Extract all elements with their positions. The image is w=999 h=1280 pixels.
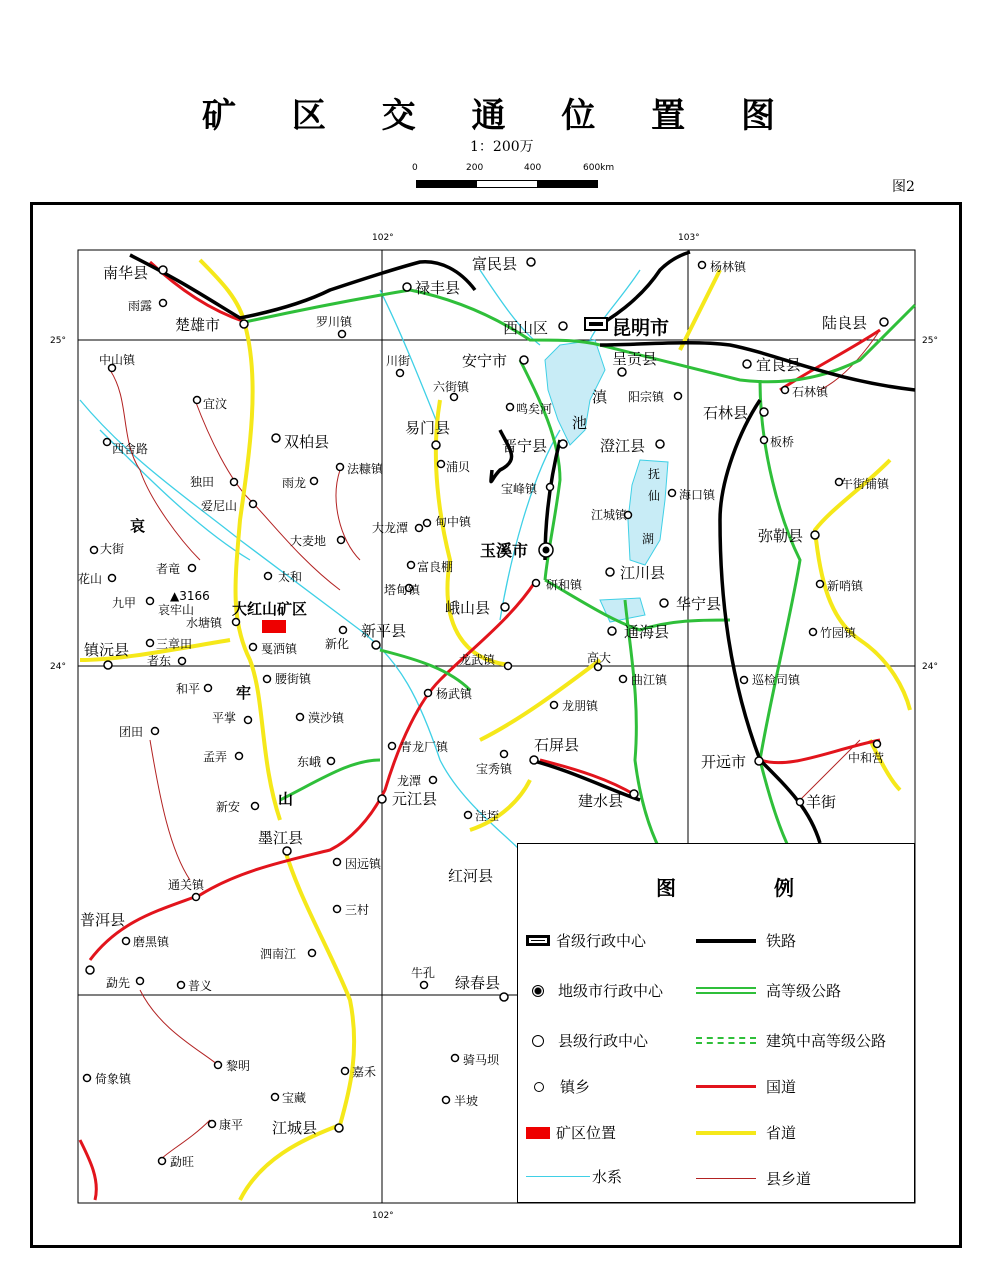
legend-town-label: 镇乡 (560, 1078, 591, 1096)
label-lao: 牢 (236, 684, 252, 702)
label-yixiang: 倚象镇 (95, 1072, 132, 1086)
label-luliang: 陆良县 (822, 314, 868, 332)
legend-water-symbol (526, 1176, 590, 1177)
label-fuliangpeng: 富良棚 (417, 560, 454, 574)
legend-highway (696, 980, 841, 1001)
label-qujiang: 曲江镇 (631, 673, 668, 687)
label-zhendong: 者东 (147, 654, 172, 668)
scale-ratio: 1：200万 (470, 139, 534, 155)
legend-highway-bld-label: 建筑中高等级公路 (766, 1032, 887, 1050)
legend-water-label: 水系 (592, 1168, 623, 1186)
label-yulong: 雨龙 (282, 476, 307, 490)
label-damaidi: 大麦地 (290, 534, 327, 548)
label-hu: 湖 (642, 532, 655, 546)
label-huaning: 华宁县 (676, 595, 722, 613)
label-baofeng: 宝峰镇 (501, 482, 538, 496)
legend-national-symbol (696, 1085, 756, 1088)
label-shuangbai: 双柏县 (284, 433, 330, 451)
label-sancun: 三村 (345, 903, 370, 917)
label-yulu: 雨露 (128, 299, 153, 313)
label-xishan: 西山区 (503, 319, 549, 337)
legend-highway-label: 高等级公路 (766, 982, 842, 1000)
label-yangwu: 杨武镇 (436, 687, 473, 701)
legend-rail-symbol (696, 939, 756, 943)
label-mile: 弥勒县 (758, 527, 804, 545)
label-longtan: 龙潭 (397, 774, 422, 788)
label-xishelu: 西舍路 (112, 442, 149, 456)
label-xinping: 新平县 (361, 622, 407, 640)
label-ailaoshan: 哀牢山 (158, 603, 195, 617)
scale-tick-200: 200 (466, 163, 484, 173)
label-mojiang: 墨江县 (258, 829, 304, 847)
label-jiahe: 嘉禾 (352, 1065, 377, 1079)
legend-title-1: 图 (656, 876, 676, 900)
label-anning: 安宁市 (462, 352, 508, 370)
label-baoxiu: 宝秀镇 (476, 762, 513, 776)
label-haikou: 海口镇 (679, 488, 716, 502)
label-puer: 普洱县 (80, 911, 126, 929)
label-yaojie: 腰街镇 (275, 672, 312, 686)
legend-rail-label: 铁路 (766, 932, 797, 950)
label-tadian: 塔甸镇 (384, 583, 421, 597)
legend-rail (696, 930, 796, 951)
label-huashan: 花山 (78, 572, 103, 586)
legend-highway-symbol (696, 987, 756, 994)
legend-pref (532, 980, 663, 1001)
label-xunjian: 巡检司镇 (752, 673, 801, 687)
label-jinning: 晋宁县 (502, 437, 548, 455)
coord-lon-102-top: 102° (372, 233, 394, 243)
label-honghe: 红河县 (448, 867, 494, 885)
label-dalongtan: 大龙潭 (372, 521, 409, 535)
coord-lat-25-right: 25° (922, 336, 938, 346)
legend-highway-bld (696, 1030, 886, 1051)
legend-water (526, 1166, 622, 1187)
label-qinglongchang: 青龙厂镇 (400, 740, 449, 754)
label-chuxiong: 楚雄市 (175, 316, 221, 334)
label-tongguan: 通关镇 (168, 878, 205, 892)
label-jiujia: 九甲 (112, 596, 137, 610)
scale-tick-0: 0 (412, 163, 418, 173)
label-fazhen: 法糠镇 (347, 462, 384, 476)
label-yanglin: 杨林镇 (710, 260, 747, 274)
coord-lon-103-top: 103° (678, 233, 700, 243)
label-zhelong: 者竜 (156, 562, 181, 576)
label-yiliang: 宜良县 (756, 356, 802, 374)
label-yinyuan: 因远镇 (345, 857, 382, 871)
label-chenggong: 呈贡县 (612, 350, 658, 368)
label-yuanjiang: 元江县 (392, 790, 438, 808)
label-zhonghe: 中和营 (848, 751, 885, 765)
legend-county (532, 1030, 648, 1051)
label-mosha: 漠沙镇 (308, 711, 345, 725)
label-xinan: 新安 (216, 800, 241, 814)
legend-provincial (696, 1122, 796, 1143)
legend-provincial-label: 省道 (766, 1124, 797, 1142)
label-yizhan: 宜汶 (203, 397, 228, 411)
label-elevation: ▲3166 (170, 589, 210, 603)
legend-town (534, 1076, 590, 1097)
map-title: 矿 区 交 通 位 置 图 (201, 96, 798, 136)
label-jiangcheng-zhen: 江城镇 (591, 508, 628, 522)
legend-mine-label: 矿区位置 (556, 1124, 617, 1142)
label-mengxian: 勐先 (106, 976, 131, 990)
label-taihe: 太和 (278, 570, 303, 584)
legend-provincial-symbol (696, 1131, 756, 1135)
label-niukong: 牛孔 (411, 966, 436, 980)
label-fu: 抚 (648, 467, 661, 481)
label-kangping: 康平 (219, 1118, 244, 1132)
label-mohei: 磨黑镇 (133, 935, 170, 949)
label-zhongshan: 中山镇 (99, 353, 136, 367)
label-ainishan: 爱尼山 (201, 499, 238, 513)
coord-lat-24-left: 24° (50, 662, 66, 672)
label-longpeng: 龙朋镇 (562, 699, 599, 713)
label-pubei: 浦贝 (446, 460, 471, 474)
label-mingyihe: 鸣矣河 (516, 402, 553, 416)
legend-county-road-symbol (696, 1178, 756, 1179)
label-donge: 东峨 (297, 755, 322, 769)
label-xinhua: 新化 (325, 637, 350, 651)
label-tuantian: 团田 (119, 725, 144, 739)
figure-number: 图2 (892, 179, 915, 195)
legend-town-symbol (534, 1082, 544, 1092)
legend-county-label: 县级行政中心 (558, 1032, 649, 1050)
label-shilinxian: 石林县 (703, 404, 749, 422)
xingyun-lake (600, 598, 645, 622)
legend-county-road-label: 县乡道 (766, 1170, 812, 1188)
legend-county-road (696, 1168, 811, 1189)
legend (517, 843, 915, 1203)
label-yanhe: 研和镇 (546, 578, 583, 592)
label-kaiyuan: 开远市 (701, 753, 747, 771)
coord-lat-25-left: 25° (50, 336, 66, 346)
label-chi: 池 (572, 414, 588, 432)
label-yuxi: 玉溪市 (480, 541, 529, 560)
label-fumin: 富民县 (472, 255, 518, 273)
label-wazhi: 洼垤 (475, 809, 500, 823)
label-hepin: 和平 (176, 682, 201, 696)
label-lvchun: 绿春县 (455, 974, 501, 992)
label-wujiepu: 午街铺镇 (841, 477, 890, 491)
label-zhenyuan: 镇沅县 (84, 641, 130, 659)
label-dian: 滇 (592, 388, 608, 406)
label-liujie: 六街镇 (433, 380, 470, 394)
label-chengjiang: 澄江县 (600, 437, 646, 455)
kunming-marker-bar (589, 322, 603, 326)
label-nanhua: 南华县 (103, 264, 149, 282)
label-ai: 哀 (130, 517, 146, 535)
legend-national-label: 国道 (766, 1078, 797, 1096)
yuxi-marker-dot (543, 547, 550, 554)
label-longwu: 龙武镇 (459, 653, 496, 667)
label-jianshui: 建水县 (578, 792, 624, 810)
legend-national (696, 1076, 796, 1097)
label-yimen: 易门县 (405, 419, 451, 437)
label-yangzong: 阳宗镇 (628, 390, 665, 404)
label-tonghai: 通海县 (624, 623, 670, 641)
coord-lat-24-right: 24° (922, 662, 938, 672)
label-gasa: 戛洒镇 (261, 642, 298, 656)
label-shan: 山 (278, 790, 294, 808)
label-luochuan: 罗川镇 (316, 315, 353, 329)
label-yangjie: 羊街 (806, 793, 837, 811)
label-sanzhangtian: 三章田 (156, 637, 193, 651)
mine-location-marker (262, 620, 286, 633)
label-shiping: 石屏县 (534, 736, 580, 754)
label-kunming: 昆明市 (612, 317, 670, 339)
legend-prov (526, 930, 646, 951)
label-qimaba: 骑马坝 (463, 1053, 500, 1067)
label-banpo: 半坡 (454, 1094, 479, 1108)
label-baozang: 宝藏 (282, 1091, 307, 1105)
legend-pref-label: 地级市行政中心 (558, 982, 664, 1000)
label-sinanjiang: 泗南江 (260, 947, 297, 961)
coord-lon-102-bottom: 102° (372, 1211, 394, 1221)
label-pingzhang: 平掌 (212, 711, 237, 725)
legend-pref-symbol (532, 985, 544, 997)
label-jiangchuan: 江川县 (620, 564, 666, 582)
scale-tick-600: 600km (583, 163, 615, 173)
label-shilinzhen: 石林镇 (792, 385, 829, 399)
label-xian: 仙 (648, 489, 661, 503)
label-jiangcheng: 江城县 (272, 1119, 318, 1137)
label-banqiao: 板桥 (770, 435, 795, 449)
legend-mine (526, 1122, 616, 1143)
label-eshan: 峨山县 (445, 599, 491, 617)
label-puyi: 普义 (188, 979, 213, 993)
label-lufeng: 禄丰县 (415, 279, 461, 297)
legend-highway-bld-symbol (696, 1037, 756, 1044)
scale-tick-400: 400 (524, 163, 542, 173)
label-gaoda: 高大 (587, 651, 612, 665)
label-xinshao: 新哨镇 (827, 579, 864, 593)
legend-county-symbol (532, 1035, 544, 1047)
legend-mine-symbol (526, 1127, 550, 1139)
legend-prov-symbol (526, 935, 550, 946)
label-menglong: 孟弄 (203, 750, 228, 764)
label-chuanjie: 川街 (386, 354, 411, 368)
label-mengwang: 勐旺 (170, 1155, 195, 1169)
label-dajie: 大街 (100, 542, 125, 556)
legend-prov-label: 省级行政中心 (556, 932, 647, 950)
label-dutian: 独田 (190, 475, 215, 489)
legend-title-2: 例 (774, 876, 794, 900)
label-zhuyuan: 竹园镇 (820, 626, 857, 640)
label-dianzhong: 甸中镇 (435, 515, 472, 529)
label-liming: 黎明 (226, 1059, 251, 1073)
label-dahongshan: 大红山矿区 (232, 600, 308, 618)
label-shuitang: 水塘镇 (186, 616, 223, 630)
